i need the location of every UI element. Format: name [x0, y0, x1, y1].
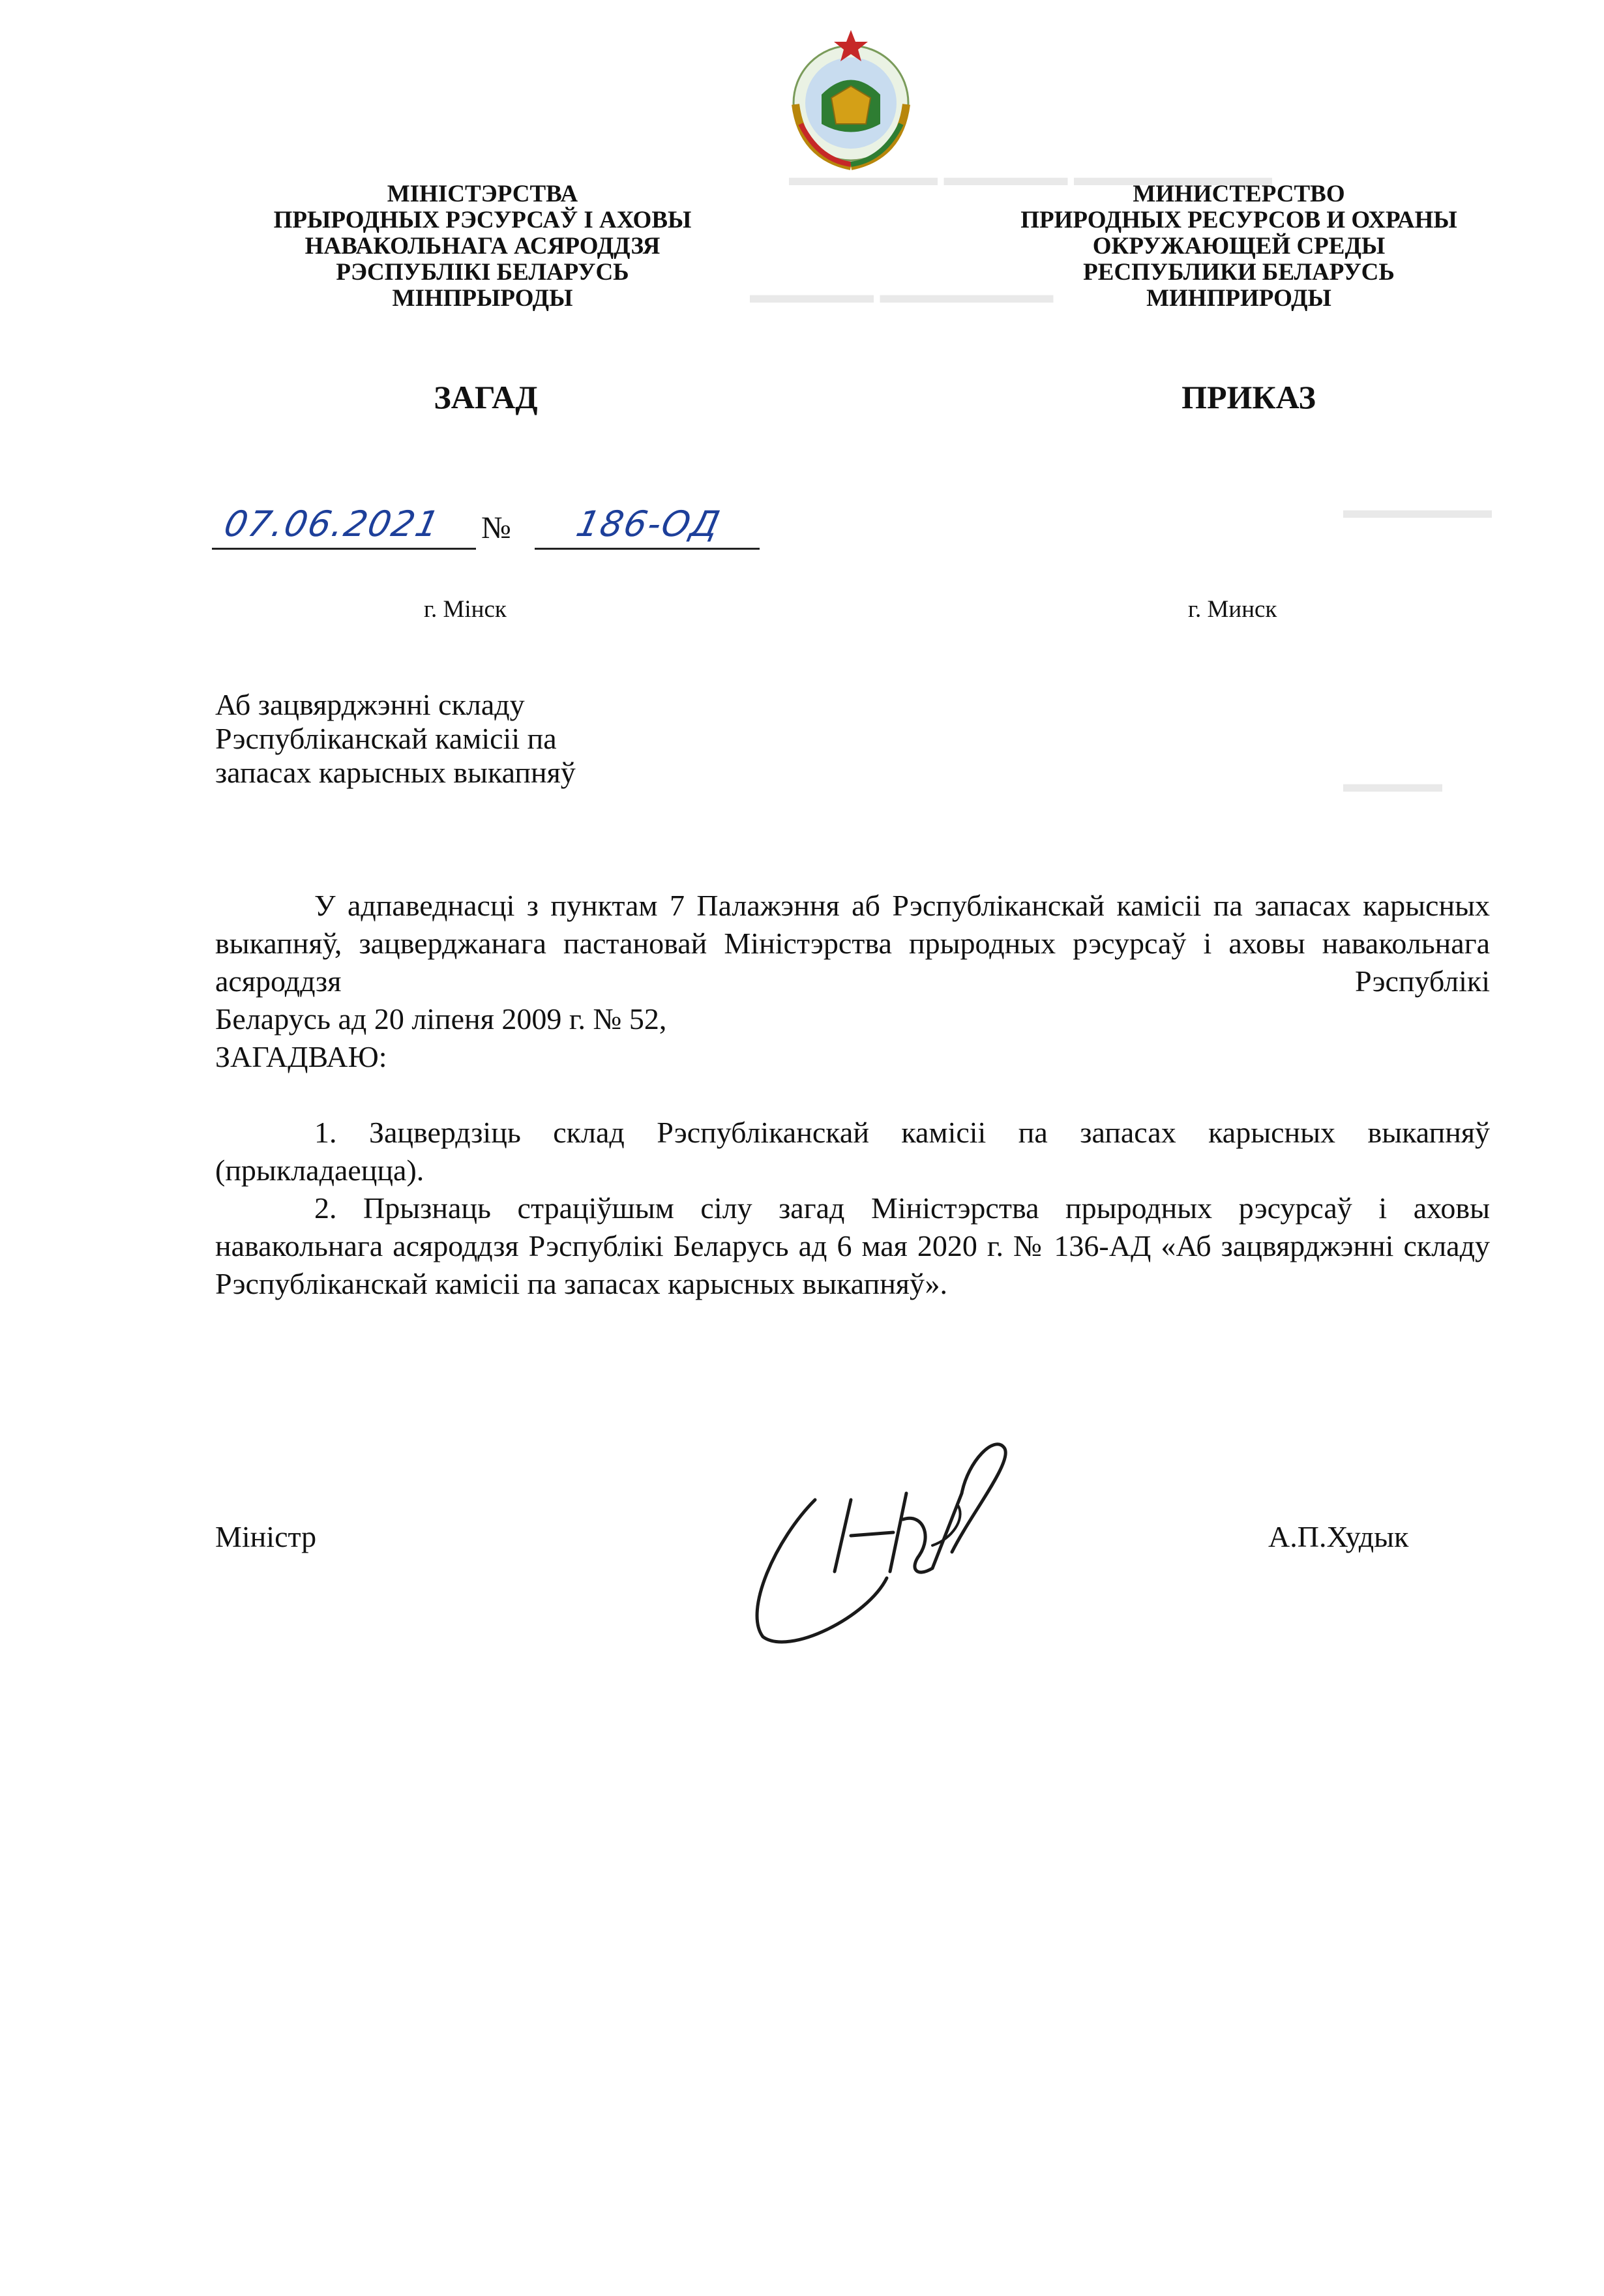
handwritten-date: 07.06.2021 [220, 503, 444, 544]
header-line: ОКРУЖАЮЩЕЙ СРЕДЫ [1092, 233, 1386, 260]
state-emblem-icon [782, 26, 919, 176]
header-line: МІНПРЫРОДЫ [392, 285, 573, 312]
bleed-through: ▬▬▬▬▬▬ [1343, 496, 1492, 524]
date-underline [212, 548, 476, 550]
header-line: МИНПРИРОДЫ [1146, 285, 1331, 312]
header-line: МІНІСТЭРСТВА [387, 181, 578, 207]
bleed-through: ▬▬▬▬ [1343, 770, 1442, 798]
doc-type-belarusian: ЗАГАД [434, 379, 538, 415]
header-line: МИНИСТЕРСТВО [1133, 181, 1345, 207]
number-sign: № [481, 511, 511, 545]
handwritten-signature [737, 1422, 1024, 1669]
doc-type-russian: ПРИКАЗ [1181, 379, 1316, 415]
preamble: У адпаведнасці з пунктам 7 Палажэння аб Рэспубліканскай камісіі па запасах карысных выкапняў, зацверджанага пастановай Міністэрства прыродных рэсурсаў і аховы навакольнага асяроддзя Рэспублікі [215, 889, 1490, 998]
city-russian: г. Минск [1188, 596, 1277, 623]
signer-name: А.П.Худык [1268, 1520, 1409, 1553]
ministry-name-belarusian [189, 181, 776, 312]
header-line: ПРЫРОДНЫХ РЭСУРСАЎ І АХОВЫ [273, 207, 692, 233]
header-line: ПРИРОДНЫХ РЕСУРСОВ И ОХРАНЫ [1020, 207, 1457, 233]
bleed-through: ▬▬▬▬▬ ▬▬▬▬▬▬▬ [750, 281, 1054, 308]
order-item-1: 1. Зацвердзіць склад Рэспубліканскай камісіі па запасах карысных выкапняў (прыкладаецца). [215, 1116, 1490, 1187]
city-belarusian: г. Мінск [424, 596, 507, 623]
subject-line: запасах карысных выкапняў [215, 756, 576, 789]
header-line: РЭСПУБЛІКІ БЕЛАРУСЬ [336, 259, 629, 286]
preamble-end: Беларусь ад 20 ліпеня 2009 г. № 52, [215, 1002, 667, 1036]
handwritten-number: 186-ОД [572, 503, 724, 544]
subject-line: Аб зацвярджэнні складу [215, 688, 525, 721]
document-body [215, 887, 1490, 1303]
number-underline [535, 548, 760, 550]
bleed-through: ▬▬▬▬▬▬ ▬▬▬▬▬ ▬▬▬▬▬▬▬▬ [789, 164, 1272, 191]
document-subject [215, 688, 576, 790]
signer-position: Міністр [215, 1520, 317, 1553]
order-word: ЗАГАДВАЮ: [215, 1040, 387, 1073]
subject-line: Рэспубліканскай камісіі па [215, 722, 557, 755]
order-item-2: 2. Прызнаць страціўшым сілу загад Міністэрства прыродных рэсурсаў і аховы навакольнага асяроддзя Рэспублікі Беларусь ад 6 мая 2020 г. № 136-АД «Аб зацвярджэнні складу Рэспубліканскай камісіі па запасах карысных выкапняў». [215, 1191, 1490, 1300]
header-line: РЕСПУБЛИКИ БЕЛАРУСЬ [1083, 259, 1395, 286]
header-line: НАВАКОЛЬНАГА АСЯРОДДЗЯ [304, 233, 661, 260]
ministry-name-russian [945, 181, 1532, 312]
